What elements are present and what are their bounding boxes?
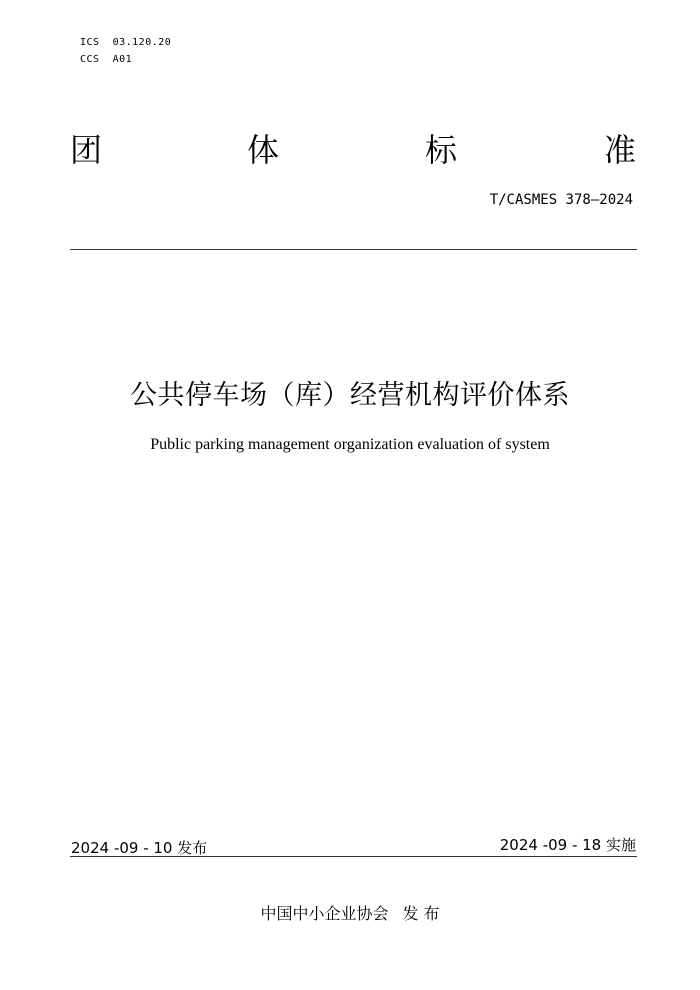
top-divider (70, 249, 637, 250)
publisher-line (0, 903, 700, 925)
bottom-divider (70, 856, 637, 857)
standard-type-char-4: 准 (603, 131, 636, 169)
document-title-english: Public parking management organization evaluation of system (150, 436, 550, 453)
publisher-name: 中国中小企业协会 (260, 904, 389, 923)
issue-date: 2024 -09 - 10 发布 (71, 839, 208, 857)
implementation-date: 2024 -09 - 18 实施 (499, 836, 636, 854)
ccs-classification: CCS A01 (80, 54, 133, 65)
standard-type-char-1: 团 (69, 131, 102, 169)
publisher-action: 发 布 (402, 904, 440, 923)
standard-type-char-2: 体 (246, 131, 279, 169)
standard-number: T/CASMES 378—2024 (489, 192, 633, 208)
standard-type-char-3: 标 (424, 131, 457, 169)
document-title-chinese: 公共停车场（库）经营机构评价体系 (130, 380, 570, 411)
ics-classification: ICS 03.120.20 (80, 37, 172, 48)
